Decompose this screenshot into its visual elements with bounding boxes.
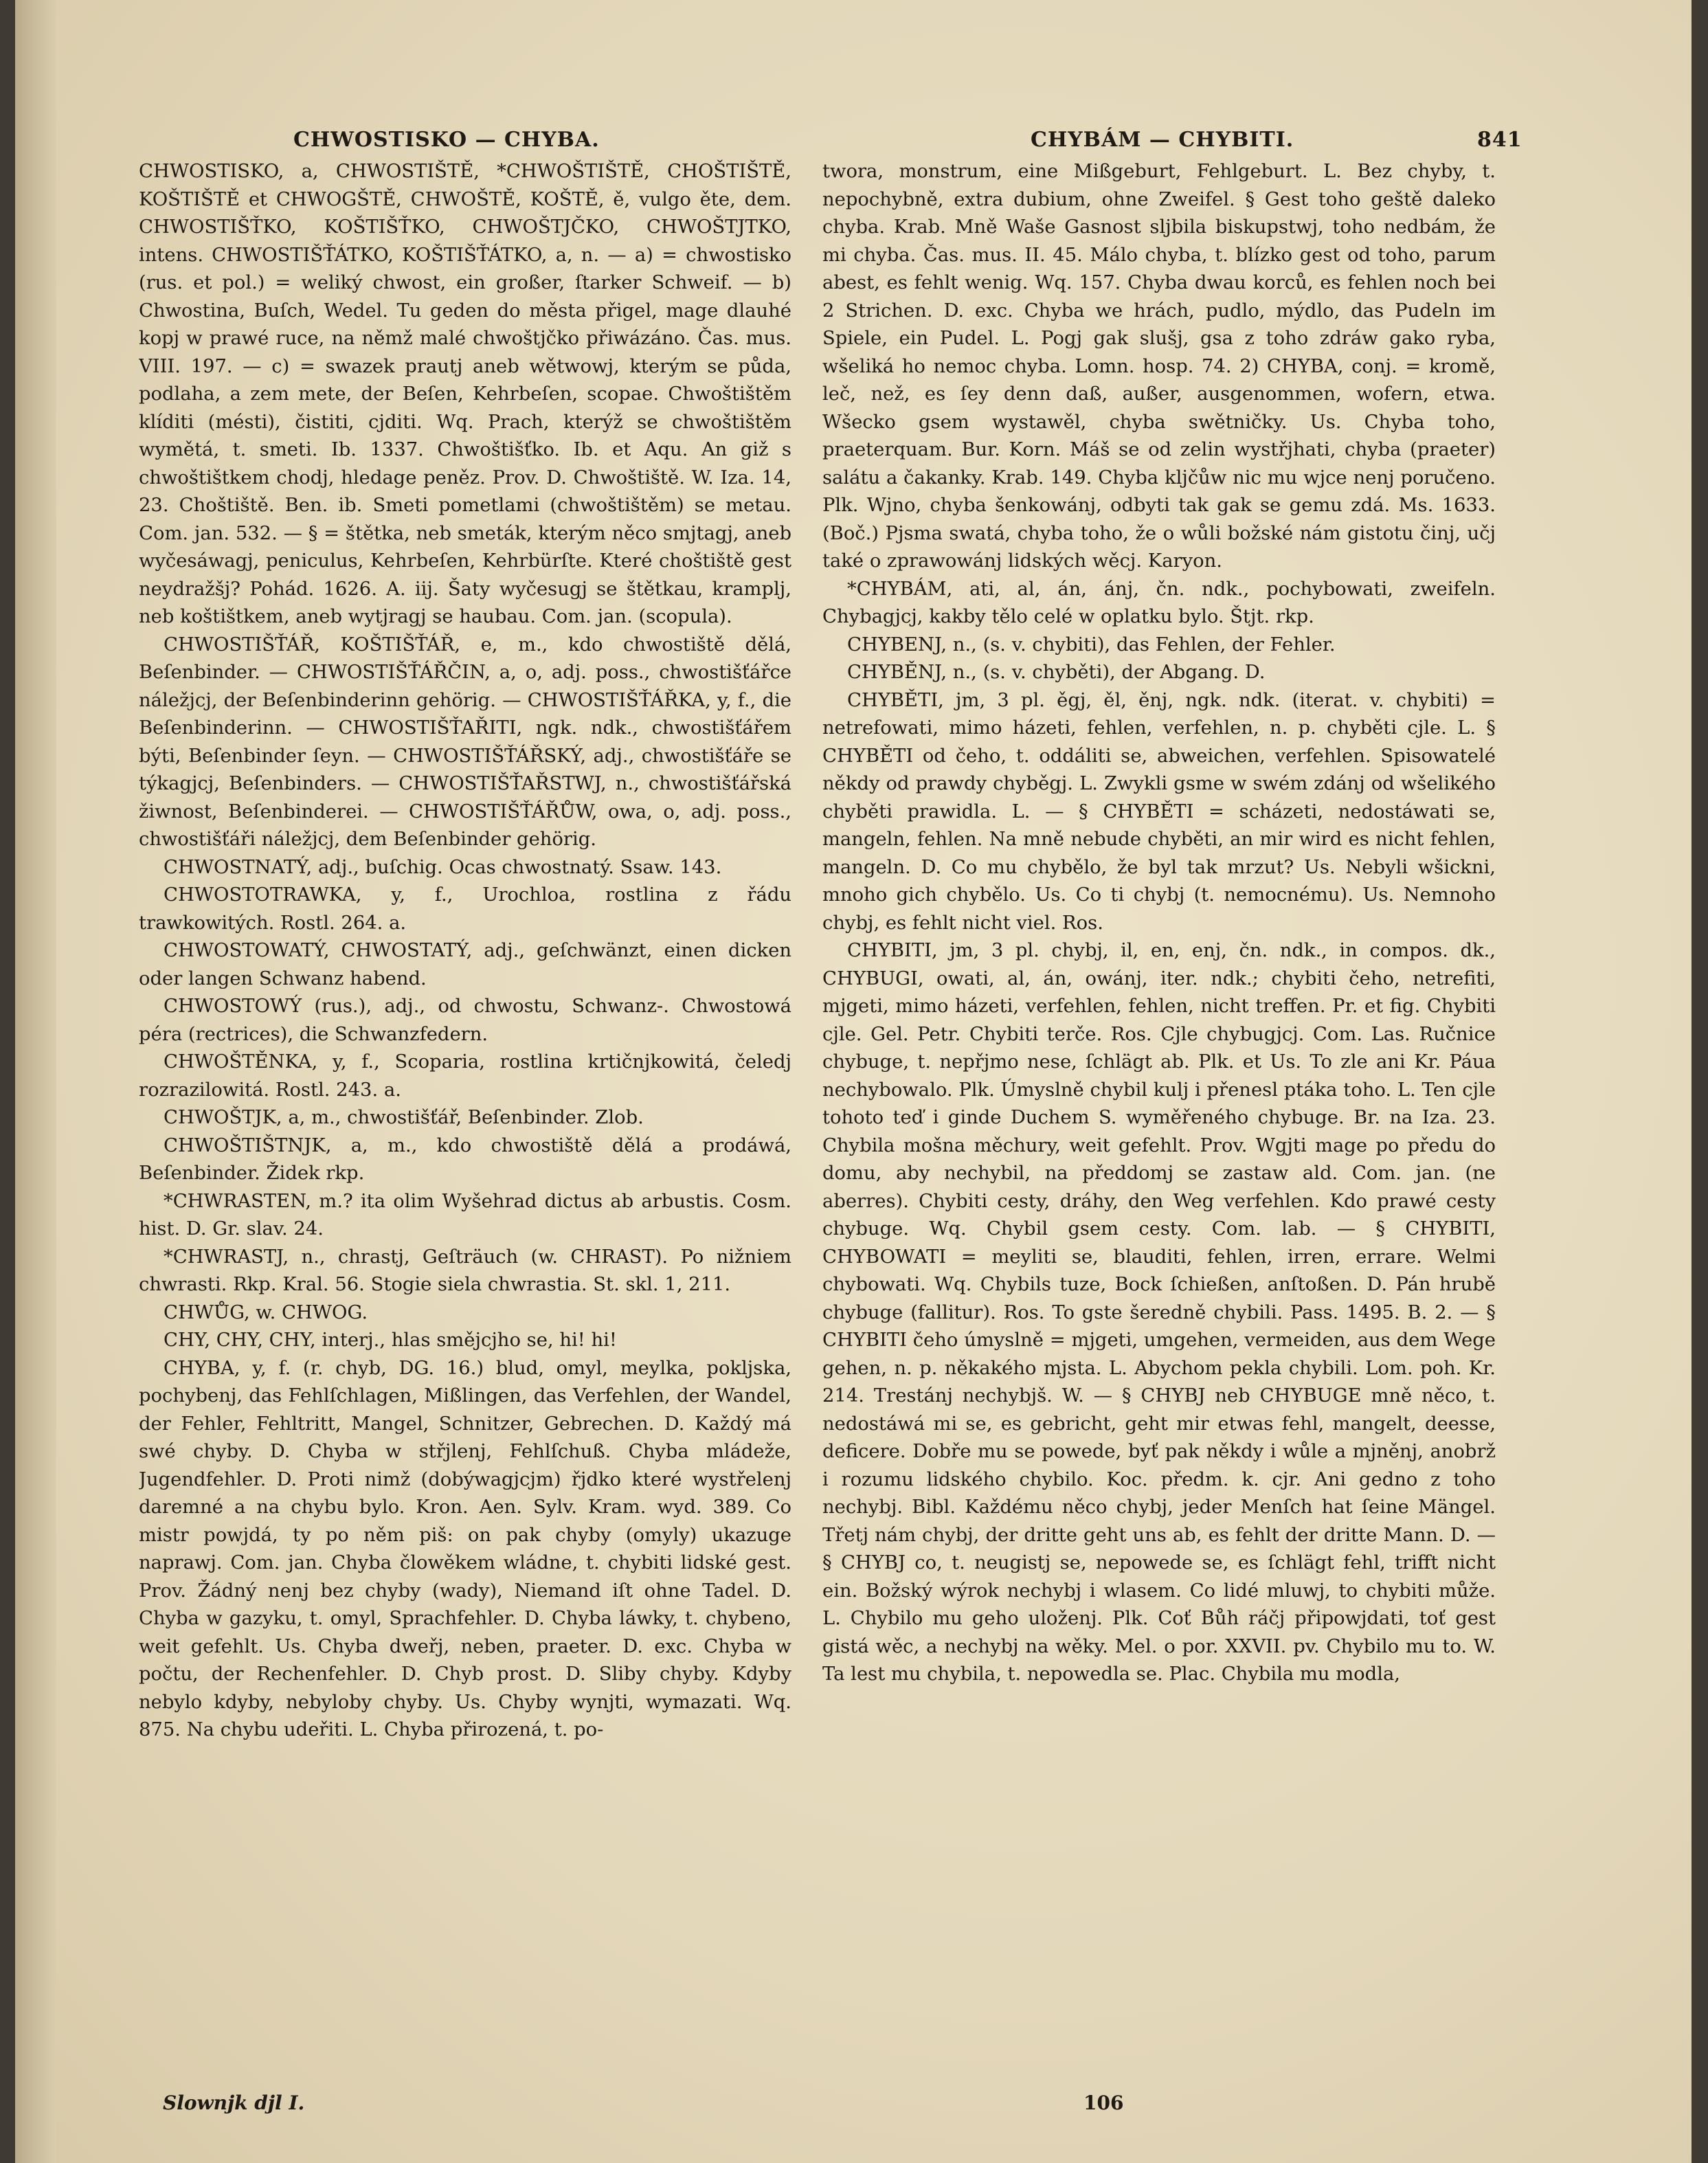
entry-chwostowaty: CHWOSTOWATÝ, CHWOSTATÝ, adj., geſchwänzt, einen dicken oder langen Schwanz habend. <box>139 940 791 989</box>
right-running-head: CHYBÁM — CHYBITI. <box>1031 128 1294 152</box>
entry-chybenj: CHYBENJ, n., (s. v. chybiti), das Fehlen, der Fehler. <box>847 634 1336 655</box>
entry-chyba: CHYBA, y, f. (r. chyb, DG. 16.) blud, omyl, meylka, poklјska, pochybenj, das Fehlſchlagen, Mißlingen, das Verfehlen, der Wandel, der Fehler, Fehltritt, Mangel, Schnitzer, Gebrechen. D. Každý má swé chyby. D. Chyba w střjlenj, Fehlſchuß. Chyba mládeže, Jugendfehler. D. Proti nimž (dobýwagjcjm) řjdko které wystřelenj daremné a na chybu bylo. Kron. Aen. Sylv. Kram. wyd. 389. Co mistr powjdá, ty po něm piš: on pak chyby (omyly) ukazuge naprawj. Com. jan. Chyba člowěkem wládne, t. chybiti lidské gest. Prov. Žádný nenj bez chyby (wady), Niemand iſt ohne Tadel. D. Chyba w gazyku, t. omyl, Sprachfehler. D. Chyba láwky, t. chybeno, weit gefehlt. Us. Chyba dweřj, neben, praeter. D. exc. Chyba w počtu, der Rechenfehler. D. Chyb prost. D. Sliby chyby. Kdyby nebylo kdyby, nebyloby chyby. Us. Chyby wynjti, wymazati. Wq. 875. Na chybu udeřiti. L. Chyba přirozená, t. po- <box>139 1357 791 1740</box>
left-column <box>139 158 791 2082</box>
entry-chyba-continued: twora, monstrum, eine Mißgeburt, Fehlgeburt. L. Bez chyby, t. nepochybně, extra dubium, ohne Zweifel. § Gest toho geště daleko chyba. Krab. Mně Waše Gasnost sljbila biskupstwj, toho nedbám, že mi chyba. Čas. mus. II. 45. Málo chyba, t. blízko gest od toho, parum abest, es fehlt wenig. Wq. 157. Chyba dwau korců, es fehlen noch bei 2 Strichen. D. exc. Chyba we hrách, pudlo, mýdlo, das Pudeln im Spiele, ein Pudel. L. Pogj gak slušj, gsa z toho zdráw gako ryba, wšeliká ho nemoc chyba. Lomn. hosp. 74. 2) CHYBA, conj. = kromě, leč, než, es ſey denn daß, außer, ausgenommen, wofern, etwa. Wšecko gsem wystawěl, chyba swětničky. Us. Chyba toho, praeterquam. Bur. Korn. Máš se od zelin wystřjhati, chyba (praeter) salátu a čakanky. Krab. 149. Chyba kljčůw nic mu wjce nenj poručeno. Plk. Wjno, chyba šenkowánj, odbyti tak gak se gemu zdá. Ms. 1633. (Boč.) Pjsma swatá, chyba toho, že o wůli božské nám gistotu činj, učj také o zprawowánj lidských wěcj. Karyon. <box>822 161 1496 572</box>
entry-chwrastj: *CHWRASTJ, n., chrastj, Geſträuch (w. CHRAST). Po nižniem chwrasti. Rkp. Kral. 56. Stogie siela chwrastia. St. skl. 1, 211. <box>139 1246 791 1295</box>
entry-chybam: *CHYBÁM, ati, al, án, ánj, čn. ndk., pochybowati, zweifeln. Chybagjcj, kakby tělo celé w oplatku bylo. Štjt. rkp. <box>822 578 1496 627</box>
entry-chwostnaty: CHWOSTNATÝ, adj., buſchig. Ocas chwostnatý. Ssaw. 143. <box>164 856 722 878</box>
entry-chwostjk: CHWOŠTJK, a, m., chwostišťář, Beſenbinder. Zlob. <box>164 1107 644 1128</box>
entry-chwostistnjk: CHWOŠTIŠTNJK, a, m., kdo chwostiště dělá a prodáwá, Beſenbinder. Židek rkp. <box>139 1134 791 1184</box>
dictionary-page <box>15 0 1692 2163</box>
signature-mark: Slownjk djl I. <box>163 2092 305 2114</box>
entry-chwostistar: CHWOSTIŠŤÁŘ, KOŠTIŠŤÁŘ, e, m., kdo chwostiště dělá, Beſenbinder. — CHWOSTIŠŤÁŘČIN, a, o, adj. poss., chwostišťářce náležjcj, der Beſenbinderinn gehörig. — CHWOSTIŠŤÁŘKA, y, f., die Beſenbinderinn. — CHWOSTIŠŤAŘITI, ngk. ndk., chwostišťářem býti, Beſenbinder ſeyn. — CHWOSTIŠŤÁŘSKÝ, adj., chwostišťáře se týkagjcj, Beſenbinders. — CHWOSTIŠŤAŘSTWJ, n., chwostišťářská žiwnost, Beſenbinderei. — CHWOSTIŠŤÁŘŮW, owa, o, adj. poss., chwostišťáři náležjcj, dem Beſenbinder gehörig. <box>139 634 791 850</box>
entry-chwug: CHWŮG, w. CHWOG. <box>164 1301 368 1323</box>
entry-chwostotrawka: CHWOSTOTRAWKA, y, f., Urochloa, rostlina z řádu trawkowitých. Rostl. 264. a. <box>139 884 791 934</box>
entry-chwostenka: CHWOŠTĚNKA, y, f., Scoparia, rostlina krtičnjkowitá, čeledj rozrazilowitá. Rostl. 243. a. <box>139 1051 791 1101</box>
page-number: 841 <box>1477 128 1522 152</box>
sheet-number: 106 <box>1083 2092 1124 2114</box>
entry-chy: CHY, CHY, CHY, interj., hlas smějcjho se, hi! hi! <box>164 1330 617 1351</box>
entry-chybeti: CHYBĚTI, jm, 3 pl. ěgj, ěl, ěnj, ngk. ndk. (iterat. v. chybiti) = netrefowati, mimo házeti, fehlen, verfehlen, n. p. chyběti cjle. L. § CHYBĚTI od čeho, t. oddáliti se, abweichen, verfehlen. Spisowatelé někdy od prawdy chyběgj. L. Zwykli gsme w swém zdánj od wšelikého chyběti prawidla. L. — § CHYBĚTI = scházeti, nedostáwati se, mangeln, fehlen. Na mně nebude chyběti, an mir wird es nicht fehlen, mangeln. D. Co mu chybělo, že byl tak mrzut? Us. Nebyli wšickni, mnoho gich chybělo. Us. Co ti chybj (t. nemocnému). Us. Nemnoho chybj, es fehlt nicht viel. Ros. <box>822 689 1496 934</box>
entry-chybenj-2: CHYBĚNJ, n., (s. v. chyběti), der Abgang. D. <box>847 662 1266 683</box>
entry-chwrasten: *CHWRASTEN, m.? ita olim Wyšehrad dictus ab arbustis. Cosm. hist. D. Gr. slav. 24. <box>139 1190 791 1240</box>
right-column <box>822 158 1496 2082</box>
left-running-head: CHWOSTISKO — CHYBA. <box>293 128 600 152</box>
page-spine-shadow <box>15 0 56 2163</box>
entry-chwostowy: CHWOSTOWÝ (rus.), adj., od chwostu, Schwanz-. Chwostowá péra (rectrices), die Schwanzfedern. <box>139 996 791 1045</box>
entry-chybiti: CHYBITI, jm, 3 pl. chybj, il, en, enj, čn. ndk., in compos. dk., CHYBUGI, owati, al, án, owánj, iter. ndk.; chybiti čeho, netrefiti, mjgeti, mimo házeti, verfehlen, fehlen, nicht treffen. Pr. et fig. Chybiti cjle. Gel. Petr. Chybiti terče. Ros. Cjle chybugjcj. Com. Las. Ručnice chybuge, t. nepřjmo nese, ſchlägt ab. Plk. et Us. To zle ani Kr. Páua nechybowalo. Plk. Úmyslně chybil kulj i přenesl ptáka toho. L. Ten cjle tohoto teď i ginde Duchem S. wyměřeného chybuge. Br. na Iza. 23. Chybila mošna měchury, weit gefehlt. Prov. Wgjti mage po předu do domu, aby nechybil, na předdomj se zastaw ald. Com. jan. (ne aberres). Chybiti cesty, dráhy, den Weg verfehlen. Kdo prawé cesty chybuge. Wq. Chybil gsem cesty. Com. lab. — § CHYBITI, CHYBOWATI = meyliti se, blauditi, fehlen, irren, errare. Welmi chybowati. Wq. Chybils tuze, Bock ſchießen, anſtoßen. D. Pán hrubě chybuge (fallitur). Ros. To gste šeredně chybili. Pass. 1495. B. 2. — § CHYBITI čeho úmyslně = mjgeti, umgehen, vermeiden, aus dem Wege gehen, n. p. někakého mjsta. L. Abychom pekla chybili. Lom. poh. Kr. 214. Trestánj nechybjš. W. — § CHYBJ neb CHYBUGE mně něco, t. nedostáwá mi se, es gebricht, geht mir etwas fehl, mangelt, deesse, deficere. Dobře mu se powede, byť pak někdy i wůle a mjněnj, anobrž i rozumu lidského chybilo. Koc. předm. k. cjr. Ani gedno z toho nechybj. Bibl. Každému něco chybj, jeder Menſch hat ſeine Mängel. Třetj nám chybj, der dritte geht uns ab, es fehlt der dritte Mann. D. — § CHYBJ co, t. neugistj se, nepowede se, es ſchlägt fehl, trifft nicht ein. Božský wýrok nechybj i wlasem. Co lidé mluwj, to chybiti může. L. Chybilo mu geho uloženj. Plk. Coť Bůh ráčj připowjdati, toť gest gistá wěc, a nechybj na wěky. Mel. o por. XXVII. pv. Chybilo mu to. W. Ta lest mu chybila, t. nepowedla se. Plac. Chybila mu modla, <box>822 940 1496 1685</box>
entry-chwostisko: CHWOSTISKO, a, CHWOSTIŠTĚ, *CHWOŠTIŠTĚ, CHOŠTIŠTĚ, KOŠTIŠTĚ et CHWOGŠTĚ, CHWOŠTĚ, KOŠTĚ, ě, vulgo ěte, dem. CHWOSTIŠŤKO, KOŠTIŠŤKO, CHWOŠTJČKO, CHWOŠTJTKO, intens. CHWOSTIŠŤÁTKO, KOŠTIŠŤÁTKO, a, n. — a) = chwostisko (rus. et pol.) = weliký chwost, ein großer, ſtarker Schweif. — b) Chwostina, Buſch, Wedel. Tu geden do města přigel, mage dlauhé kopj w prawé ruce, na němž malé chwoštjčko přiwázáno. Čas. mus. VIII. 197. — c) = swazek prautj aneb wětwowj, kterým se půda, podlaha, a zem mete, der Beſen, Kehrbeſen, scopae. Chwoštištěm klíditi (mésti), čistiti, cjditi. Wq. Prach, kterýž se chwoštištěm wymětá, t. smeti. Ib. 1337. Chwoštišťko. Ib. et Aqu. An giž s chwoštištkem chodj, hledage peněz. Prov. D. Chwoštiště. W. Iza. 14, 23. Choštiště. Ben. ib. Smeti pometlami (chwoštištěm) se metau. Com. jan. 532. — § = štětka, neb smeták, kterým něco smjtagj, aneb wyčesáwagj, peniculus, Kehrbeſen, Kehrbürſte. Které choštiště gest neydražšj? Pohád. 1626. A. iij. Šaty wyčesugj se štětkau, kramplj, neb koštištkem, aneb wytjragj se haubau. Com. jan. (scopula). <box>139 161 791 627</box>
